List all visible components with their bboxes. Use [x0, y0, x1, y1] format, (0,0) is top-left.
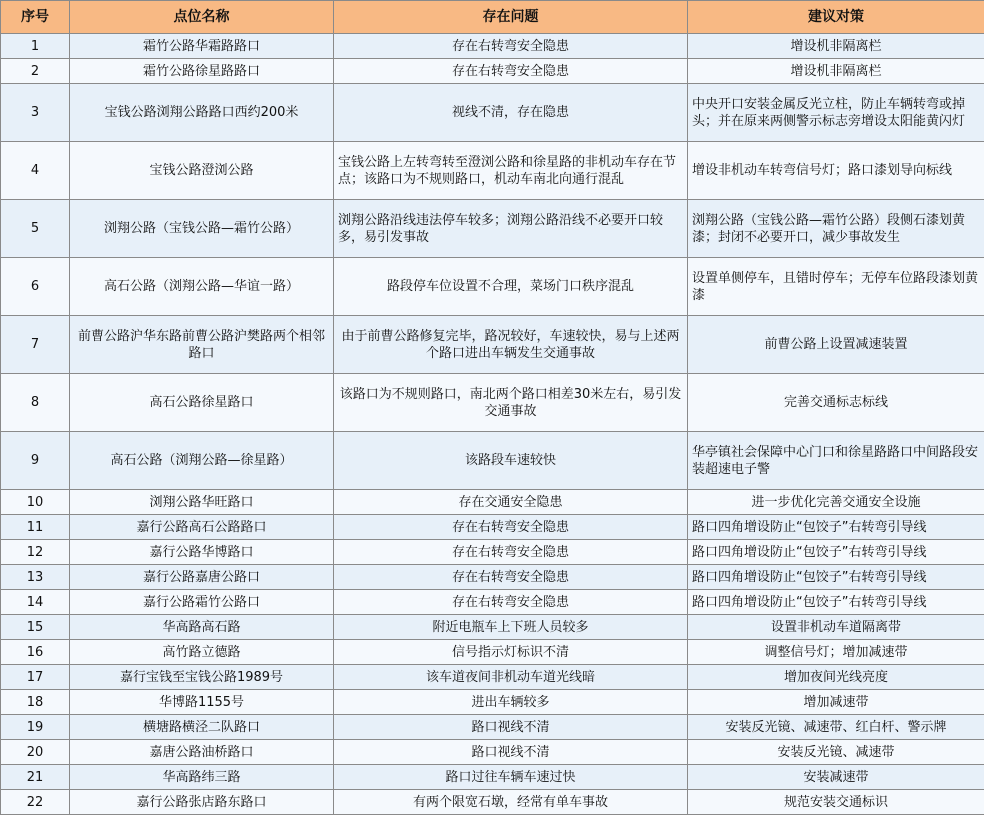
cell-suggestion: 设置单侧停车，且错时停车；无停车位路段漆划黄漆 — [688, 258, 984, 316]
cell-no: 9 — [1, 432, 70, 490]
cell-no: 4 — [1, 142, 70, 200]
table-row — [1, 715, 984, 740]
cell-suggestion: 增设机非隔离栏 — [688, 59, 984, 84]
cell-suggestion-text: 路口四角增设防止“包饺子”右转弯引导线 — [692, 569, 927, 585]
table-row — [1, 615, 984, 640]
cell-problem: 由于前曹公路修复完毕，路况较好，车速较快，易与上述两个路口进出车辆发生交通事故 — [334, 316, 688, 374]
cell-problem: 视线不清，存在隐患 — [334, 84, 688, 142]
cell-suggestion: 安装反光镜、减速带、红白杆、警示牌 — [688, 715, 984, 740]
cell-location: 华高路高石路 — [70, 615, 334, 640]
cell-suggestion-text: 路口四角增设防止“包饺子”右转弯引导线 — [692, 519, 927, 535]
cell-location: 嘉行公路张店路东路口 — [70, 790, 334, 815]
cell-problem: 该车道夜间非机动车道光线暗 — [334, 665, 688, 690]
cell-suggestion: 安装减速带 — [688, 765, 984, 790]
cell-location: 嘉行公路高石公路路口 — [70, 515, 334, 540]
cell-location: 前曹公路沪华东路前曹公路沪樊路两个相邻路口 — [70, 316, 334, 374]
cell-location: 横塘路横泾二队路口 — [70, 715, 334, 740]
cell-suggestion: 华亭镇社会保障中心门口和徐星路路口中间路段安装超速电子警 — [688, 432, 984, 490]
cell-suggestion: 增设非机动车转弯信号灯；路口漆划导向标线 — [688, 142, 984, 200]
table-row — [1, 142, 984, 200]
cell-no: 18 — [1, 690, 70, 715]
cell-no: 8 — [1, 374, 70, 432]
cell-location: 高石公路（浏翔公路—徐星路） — [70, 432, 334, 490]
cell-suggestion: 中央开口安装金属反光立柱，防止车辆转弯或掉头；并在原来两侧警示标志旁增设太阳能黄闪灯 — [688, 84, 984, 142]
cell-problem: 路口视线不清 — [334, 740, 688, 765]
table-row — [1, 565, 984, 590]
cell-suggestion: 增加减速带 — [688, 690, 984, 715]
cell-location: 嘉行公路华博路口 — [70, 540, 334, 565]
cell-no: 21 — [1, 765, 70, 790]
header-location: 点位名称 — [70, 1, 334, 34]
cell-location: 嘉行宝钱至宝钱公路1989号 — [70, 665, 334, 690]
cell-location: 嘉行公路霜竹公路口 — [70, 590, 334, 615]
cell-no: 10 — [1, 490, 70, 515]
cell-location: 霜竹公路徐星路路口 — [70, 59, 334, 84]
table-row — [1, 59, 984, 84]
cell-location: 宝钱公路浏翔公路路口西约200米 — [70, 84, 334, 142]
table-header-row — [1, 1, 984, 34]
table-row — [1, 374, 984, 432]
cell-problem: 路口过往车辆车速过快 — [334, 765, 688, 790]
cell-no: 1 — [1, 34, 70, 59]
table-row — [1, 640, 984, 665]
table-row — [1, 258, 984, 316]
cell-suggestion-text: 路口四角增设防止“包饺子”右转弯引导线 — [692, 594, 927, 610]
cell-no: 14 — [1, 590, 70, 615]
cell-suggestion: 浏翔公路（宝钱公路—霜竹公路）段侧石漆划黄漆；封闭不必要开口，减少事故发生 — [688, 200, 984, 258]
cell-location: 高竹路立德路 — [70, 640, 334, 665]
cell-location: 浏翔公路（宝钱公路—霜竹公路） — [70, 200, 334, 258]
cell-problem: 浏翔公路沿线违法停车较多；浏翔公路沿线不必要开口较多，易引发事故 — [334, 200, 688, 258]
cell-problem: 存在右转弯安全隐患 — [334, 540, 688, 565]
table-body — [1, 34, 984, 815]
table-row — [1, 540, 984, 565]
table-row — [1, 515, 984, 540]
cell-no: 12 — [1, 540, 70, 565]
cell-suggestion: 增加夜间光线亮度 — [688, 665, 984, 690]
header-no: 序号 — [1, 1, 70, 34]
cell-suggestion: 调整信号灯；增加减速带 — [688, 640, 984, 665]
cell-problem: 该路段车速较快 — [334, 432, 688, 490]
cell-suggestion — [688, 565, 984, 590]
cell-no: 7 — [1, 316, 70, 374]
cell-location: 华高路纬三路 — [70, 765, 334, 790]
cell-suggestion-text: 路口四角增设防止“包饺子”右转弯引导线 — [692, 544, 927, 560]
cell-problem: 存在右转弯安全隐患 — [334, 59, 688, 84]
table-row — [1, 34, 984, 59]
table-row — [1, 84, 984, 142]
cell-suggestion — [688, 590, 984, 615]
table-row — [1, 490, 984, 515]
cell-location: 华博路1155号 — [70, 690, 334, 715]
cell-location: 高石公路（浏翔公路—华谊一路） — [70, 258, 334, 316]
cell-problem: 附近电瓶车上下班人员较多 — [334, 615, 688, 640]
cell-problem: 该路口为不规则路口，南北两个路口相差30米左右，易引发交通事故 — [334, 374, 688, 432]
cell-no: 20 — [1, 740, 70, 765]
cell-location: 嘉行公路嘉唐公路口 — [70, 565, 334, 590]
cell-location: 霜竹公路华霜路路口 — [70, 34, 334, 59]
table-row — [1, 690, 984, 715]
cell-no: 11 — [1, 515, 70, 540]
cell-location: 浏翔公路华旺路口 — [70, 490, 334, 515]
cell-suggestion — [688, 540, 984, 565]
table-row — [1, 740, 984, 765]
table-row — [1, 200, 984, 258]
cell-location: 高石公路徐星路口 — [70, 374, 334, 432]
cell-suggestion: 安装反光镜、减速带 — [688, 740, 984, 765]
cell-problem: 宝钱公路上左转弯转至澄浏公路和徐星路的非机动车存在节点；该路口为不规则路口，机动车南北向通行混乱 — [334, 142, 688, 200]
cell-problem: 有两个限宽石墩，经常有单车事故 — [334, 790, 688, 815]
cell-suggestion: 设置非机动车道隔离带 — [688, 615, 984, 640]
cell-problem: 路段停车位设置不合理，菜场门口秩序混乱 — [334, 258, 688, 316]
cell-no: 17 — [1, 665, 70, 690]
cell-problem: 路口视线不清 — [334, 715, 688, 740]
cell-suggestion: 进一步优化完善交通安全设施 — [688, 490, 984, 515]
cell-problem: 进出车辆较多 — [334, 690, 688, 715]
cell-no: 2 — [1, 59, 70, 84]
cell-no: 15 — [1, 615, 70, 640]
cell-problem: 存在交通安全隐患 — [334, 490, 688, 515]
cell-suggestion: 前曹公路上设置减速装置 — [688, 316, 984, 374]
table-row — [1, 765, 984, 790]
cell-problem: 信号指示灯标识不清 — [334, 640, 688, 665]
cell-problem: 存在右转弯安全隐患 — [334, 565, 688, 590]
cell-suggestion: 规范安装交通标识 — [688, 790, 984, 815]
cell-problem: 存在右转弯安全隐患 — [334, 515, 688, 540]
cell-no: 5 — [1, 200, 70, 258]
cell-suggestion — [688, 515, 984, 540]
table-row — [1, 432, 984, 490]
header-problem: 存在问题 — [334, 1, 688, 34]
table-row — [1, 316, 984, 374]
cell-suggestion: 完善交通标志标线 — [688, 374, 984, 432]
cell-no: 3 — [1, 84, 70, 142]
cell-problem: 存在右转弯安全隐患 — [334, 34, 688, 59]
table-row — [1, 665, 984, 690]
cell-no: 22 — [1, 790, 70, 815]
cell-location: 宝钱公路澄浏公路 — [70, 142, 334, 200]
cell-no: 19 — [1, 715, 70, 740]
cell-location: 嘉唐公路油桥路口 — [70, 740, 334, 765]
header-suggestion: 建议对策 — [688, 1, 984, 34]
table-row — [1, 590, 984, 615]
table-row — [1, 790, 984, 815]
cell-no: 13 — [1, 565, 70, 590]
cell-no: 16 — [1, 640, 70, 665]
cell-no: 6 — [1, 258, 70, 316]
cell-problem: 存在右转弯安全隐患 — [334, 590, 688, 615]
cell-suggestion: 增设机非隔离栏 — [688, 34, 984, 59]
